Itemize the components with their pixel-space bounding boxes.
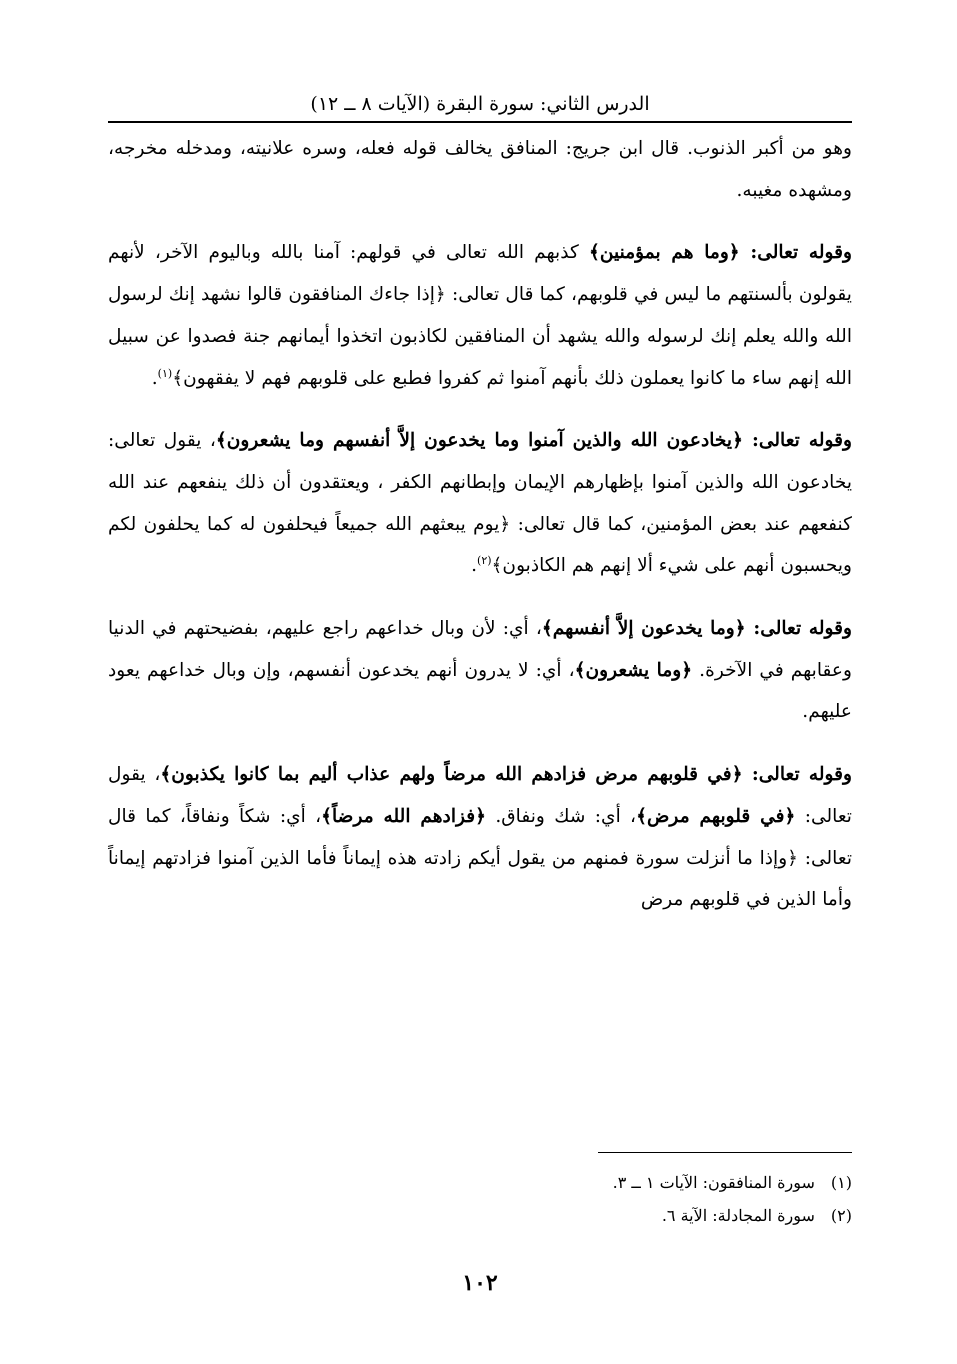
paragraph-text: ، أي: لا يدرون أنهم يخدعون أنفسهم، وإن وبال خداعهم يعود عليهم. xyxy=(108,659,852,723)
paragraph-text: ، أي: لأن وبال خداعهم راجع عليهم، بفضيحتهم في الدنيا وعقابهم في الآخرة. xyxy=(108,618,853,681)
footnote-number: (٢) xyxy=(830,1206,852,1225)
footnote-ref: (٢) xyxy=(477,554,492,568)
paragraph-4 xyxy=(108,608,852,733)
footnotes xyxy=(300,1166,852,1232)
paragraph-lead: وقوله تعالى: xyxy=(742,764,853,786)
running-header: الدرس الثاني: سورة البقرة (الآيات ٨ ــ ١٢) xyxy=(310,93,650,115)
paragraph-2 xyxy=(108,232,852,399)
quran-verse: ﴿فزادهم الله مرضاً﴾ xyxy=(321,805,487,827)
header-divider xyxy=(108,121,852,123)
quran-verse: ﴿في قلوبهم مرض فزادهم الله مرضاً ولهم عذاب أليم بما كانوا يكذبون﴾ xyxy=(160,764,743,786)
paragraph-5 xyxy=(108,754,852,921)
quran-verse: ﴿وما يخدعون إلاَّ أنفسهم﴾ xyxy=(541,618,746,640)
paragraph-text: ، أي: شكاً ونفاقاً، كما قال تعالى: xyxy=(108,805,852,869)
quran-verse-quote: ﴿يوم يبعثهم الله جميعاً فيحلفون له كما يحلفون لكم ويحسبون أنهم على شيء ألا إنهم هم الكاذبون﴾ xyxy=(108,513,852,577)
footnote-text: سورة المجادلة: الآية ٦. xyxy=(661,1206,815,1225)
quran-verse-quote: ﴿إذا جاءك المنافقون قالوا نشهد إنك لرسول الله والله يعلم إنك لرسوله والله يشهد أن المنافقين لكاذبون اتخذوا أيمانهم جنة فصدوا عن سبيل الله إنهم ساء ما كانوا يعملون ذلك بأنهم آمنوا ثم كفروا فطبع على قلوبهم فهم لا يفقهون﴾ xyxy=(108,284,852,389)
page-number: ١٠٢ xyxy=(462,1270,498,1296)
paragraph-text: ، أي: شك ونفاق. xyxy=(486,805,637,827)
paragraph-3 xyxy=(108,420,852,587)
paragraph-1 xyxy=(108,128,852,211)
paragraph-text: ، يقول تعالى: يخادعون الله والذين آمنوا بإظهارهم الإيمان وإبطانهم الكفر ، ويعتقدون أن ذلك ينفعهم عند الله كنفعهم عند بعض المؤمنين، كما قال تعالى: xyxy=(108,430,852,535)
quran-verse: ﴿وما يشعرون﴾ xyxy=(574,659,693,681)
paragraph-end: . xyxy=(471,555,478,577)
quran-verse: ﴿وما هم بمؤمنين﴾ xyxy=(588,242,740,264)
paragraph-text: وهو من أكبر الذنوب. قال ابن جريج: المنافق يخالف قوله فعله، وسره علانيته، ومدخله مخرجه، ومشهده مغيبه. xyxy=(108,138,852,201)
footnote-number: (١) xyxy=(830,1173,852,1192)
quran-verse: ﴿في قلوبهم مرض﴾ xyxy=(636,805,796,827)
paragraph-end: . xyxy=(151,367,158,389)
paragraph-text: كذبهم الله تعالى في قولهم: آمنا بالله وباليوم الآخر، لأنهم يقولون بألسنتهم ما ليس في قلوبهم، كما قال تعالى: xyxy=(108,242,852,306)
paragraph-lead: وقوله تعالى: xyxy=(745,618,852,640)
paragraph-lead: وقوله تعالى: xyxy=(739,242,852,264)
quran-verse-quote: ﴿وإذا ما أنزلت سورة فمنهم من يقول أيكم زادته هذه إيماناً فأما الذين آمنوا فزادتهم إيماناً وأما الذين في قلوبهم مرض xyxy=(108,847,852,911)
footnote-1 xyxy=(300,1166,852,1199)
footnote-text: سورة المنافقون: الآيات ١ ــ ٣. xyxy=(612,1173,815,1192)
paragraph-lead: وقوله تعالى: xyxy=(742,430,852,452)
footnote-divider xyxy=(598,1152,852,1153)
main-text xyxy=(108,128,852,942)
paragraph-text: ، يقول تعالى: xyxy=(108,764,852,827)
quran-verse: ﴿يخادعون الله والذين آمنوا وما يخدعون إلاَّ أنفسهم وما يشعرون﴾ xyxy=(215,430,743,452)
footnote-2 xyxy=(300,1199,852,1232)
footnote-ref: (١) xyxy=(157,366,173,380)
